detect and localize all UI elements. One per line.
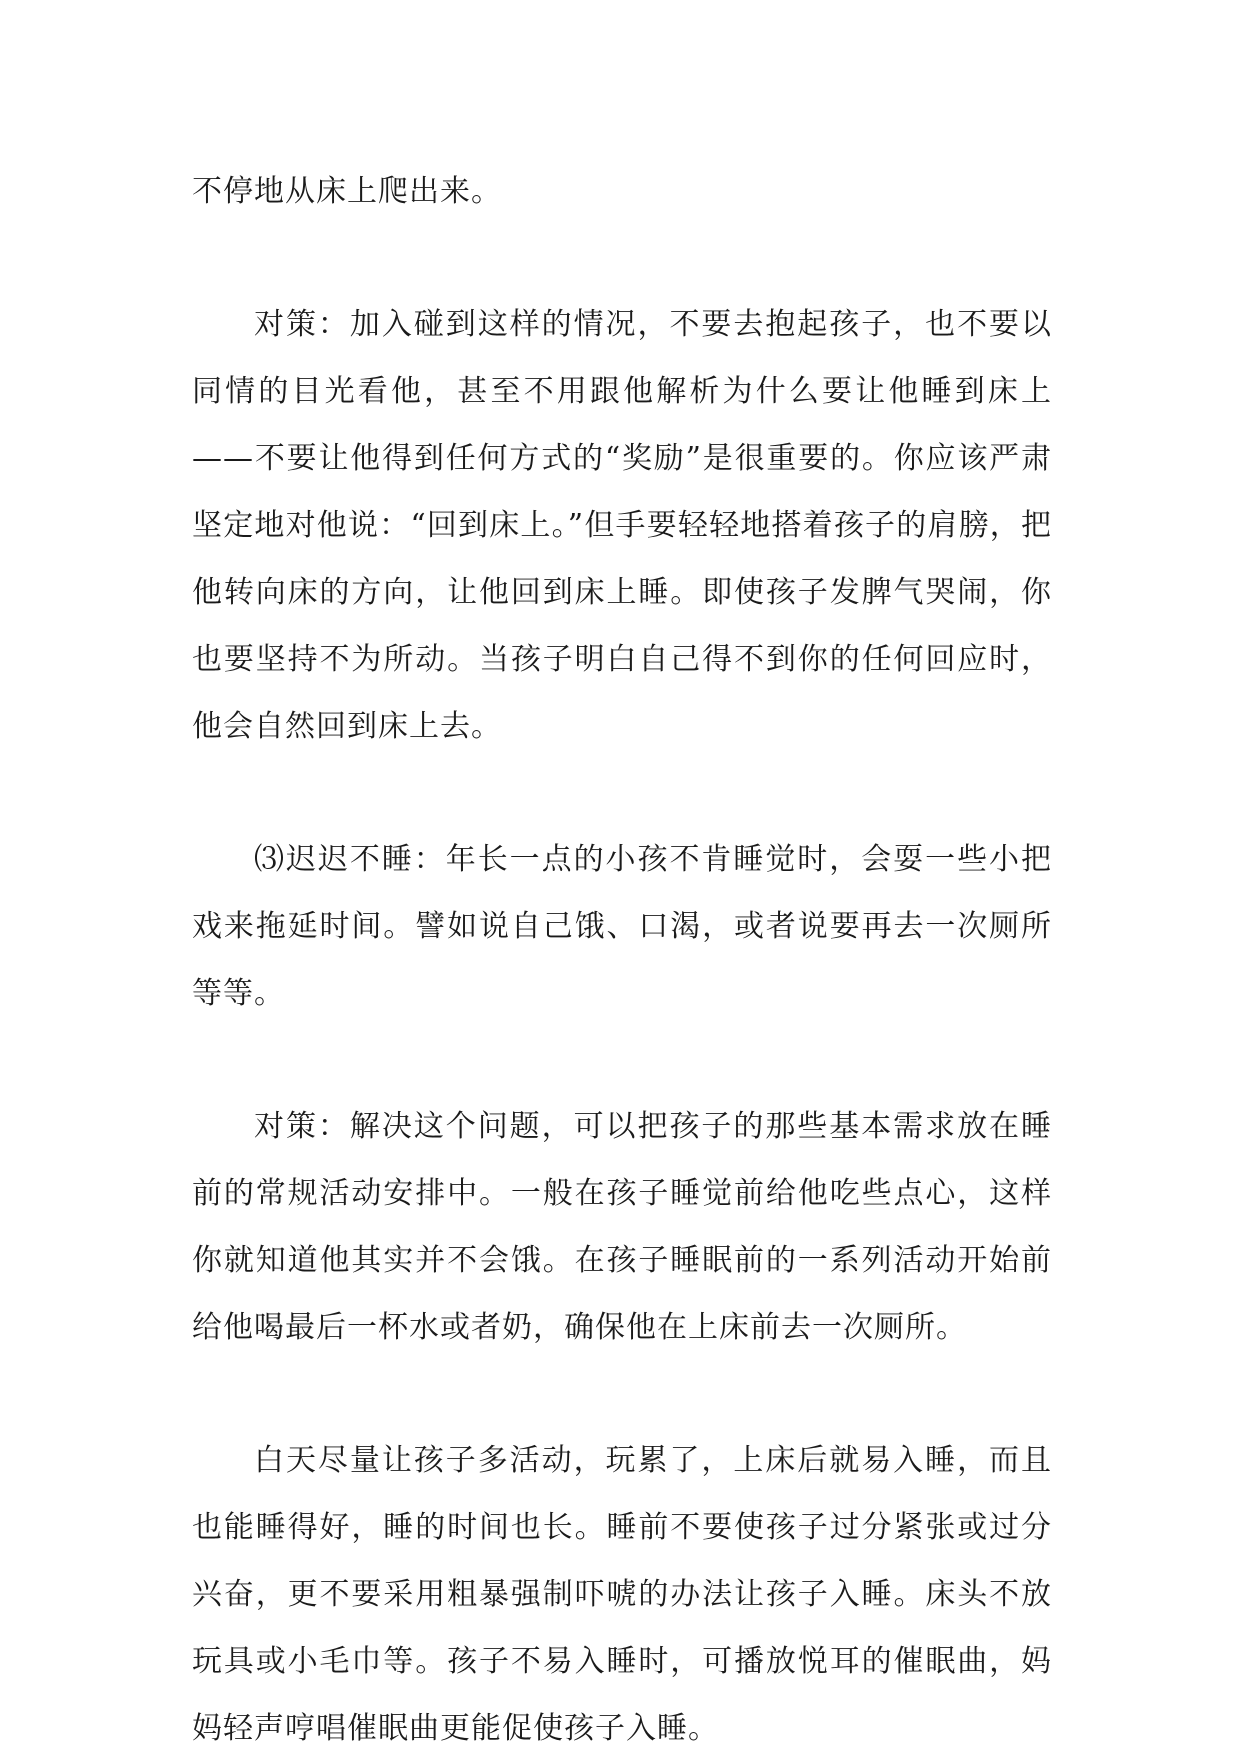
paragraph-gap [192, 760, 1052, 826]
paragraph-gap [192, 1027, 1052, 1093]
paragraph-gap [192, 225, 1052, 291]
paragraph-continuation: 不停地从床上爬出来。 [192, 174, 502, 209]
paragraph-countermeasure-1: 对策：加入碰到这样的情况，不要去抱起孩子，也不要以同情的目光看他，甚至不用跟他解析为什么要让他睡到床上——不要让他得到任何方式的“奖励”是很重要的。你应该严肃坚定地对他说：“回到床上。”但手要轻轻地搭着孩子的肩膀，把他转向床的方向，让他回到床上睡。即使孩子发脾气哭闹，你也要坚持不为所动。当孩子明白自己得不到你的任何回应时，他会自然回到床上去。 [192, 307, 1052, 744]
paragraph-delayed-sleep: ⑶迟迟不睡：年长一点的小孩不肯睡觉时，会耍一些小把戏来拖延时间。譬如说自己饿、口渴，或者说要再去一次厕所等等。 [192, 842, 1052, 1011]
paragraph-daytime-activity: 白天尽量让孩子多活动，玩累了，上床后就易入睡，而且也能睡得好，睡的时间也长。睡前不要使孩子过分紧张或过分兴奋，更不要采用粗暴强制吓唬的办法让孩子入睡。床头不放玩具或小毛巾等。孩子不易入睡时，可播放悦耳的催眠曲，妈妈轻声哼唱催眠曲更能促使孩子入睡。 [192, 1443, 1052, 1746]
paragraph-gap [192, 1361, 1052, 1427]
paragraph-countermeasure-2: 对策：解决这个问题，可以把孩子的那些基本需求放在睡前的常规活动安排中。一般在孩子睡觉前给他吃些点心，这样你就知道他其实并不会饿。在孩子睡眠前的一系列活动开始前给他喝最后一杯水或者奶，确保他在上床前去一次厕所。 [192, 1109, 1052, 1345]
document-body [192, 158, 1052, 1762]
